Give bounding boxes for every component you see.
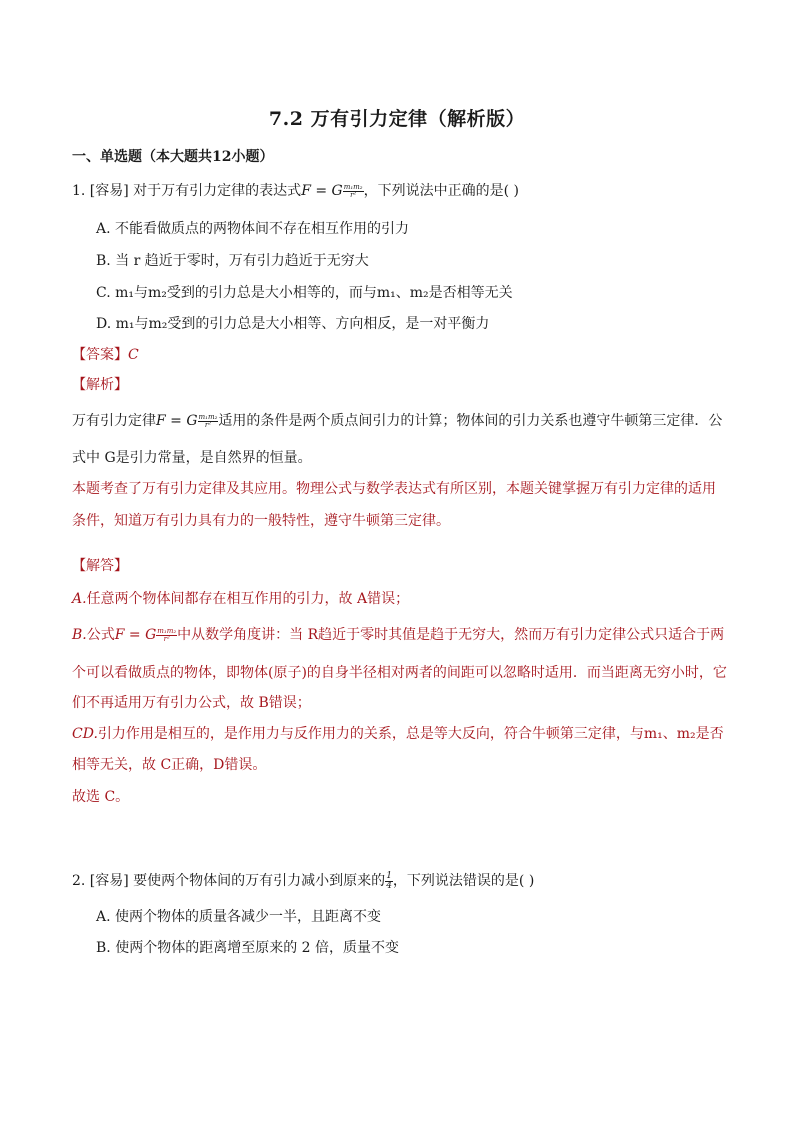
q1-option-a: A. 不能看做质点的两物体间不存在相互作用的引力 xyxy=(96,221,410,237)
q1-analysis-line-2: 式中 G是引力常量，是自然界的恒量。 xyxy=(72,450,312,466)
q1-conclusion: 故选 C。 xyxy=(72,789,130,805)
q1-analysis-line-4: 条件，知道万有引力具有力的一般特性，遵守牛顿第三定律。 xyxy=(72,513,450,529)
section-heading: 一、单选题（本大题共12小题） xyxy=(72,149,274,165)
formula-fraction: $\frac{\text{m₁m₂}}{\text{r²}}$ xyxy=(343,182,363,199)
q1-solution-cd-line-1: CD.引力作用是相互的，是作用力与反作用力的关系，总是等大反向，符合牛顿第三定律，与m₁、m₂是否 xyxy=(72,726,724,742)
q2-option-b: B. 使两个物体的距离增至原来的 2 倍，质量不变 xyxy=(96,940,399,956)
page-title: 7.2 万有引力定律（解析版） xyxy=(268,108,526,130)
q1-analysis-label: 【解析】 xyxy=(72,377,128,393)
q1-solution-a: A.任意两个物体间都存在相互作用的引力，故 A错误； xyxy=(72,591,410,607)
q1-solution-label: 【解答】 xyxy=(72,558,128,574)
q2-option-a: A. 使两个物体的质量各减少一半，且距离不变 xyxy=(96,909,382,925)
question-2-stem: 2. [容易] 要使两个物体间的万有引力减小到原来的 $\frac{1}{4}$ ，下列说法错误的是( ) xyxy=(72,870,535,891)
q1-solution-b-line-1: B.公式F = G $\frac{\text{m₁m₂}}{\text{r²}}$ 中从数学角度讲：当 R趋近于零时其值是趋于无穷大，然而万有引力定律公式只适合于两 xyxy=(72,626,725,643)
q1-solution-b-line-3: 们不再适用万有引力公式，故 B错误； xyxy=(72,695,311,711)
q1-option-b: B. 当 r 趋近于零时，万有引力趋近于无穷大 xyxy=(96,253,369,269)
q1-analysis-line-1: 万有引力定律F = G $\frac{\text{m₁m₂}}{\text{r²}}$ 适用的条件是两个质点间引力的计算；物体间的引力关系也遵守牛顿第三定律．公 xyxy=(72,412,723,429)
q1-solution-cd-line-2: 相等无关，故 C正确，D错误。 xyxy=(72,757,267,773)
question-1-stem: 1. [容易] 对于万有引力定律的表达式F = G $\frac{\text{m₁m₂}}{\text{r²}}$ ，下列说法中正确的是( ) xyxy=(72,182,519,199)
q1-solution-b-line-2: 个可以看做质点的物体，即物体(原子)的自身半径相对两者的间距可以忽略时适用．而当距离无穷小时，它 xyxy=(72,665,727,681)
q1-option-c: C. m₁与m₂受到的引力总是大小相等的，而与m₁、m₂是否相等无关 xyxy=(96,285,513,301)
q1-answer: 【答案】C xyxy=(72,347,139,363)
q1-analysis-line-3: 本题考查了万有引力定律及其应用。物理公式与数学表达式有所区别，本题关键掌握万有引力定律的适用 xyxy=(72,481,716,497)
q2-fraction: $\frac{1}{4}$ xyxy=(386,870,392,891)
formula-lhs: F = G xyxy=(301,183,343,199)
q1-option-d: D. m₁与m₂受到的引力总是大小相等、方向相反，是一对平衡力 xyxy=(96,316,490,332)
